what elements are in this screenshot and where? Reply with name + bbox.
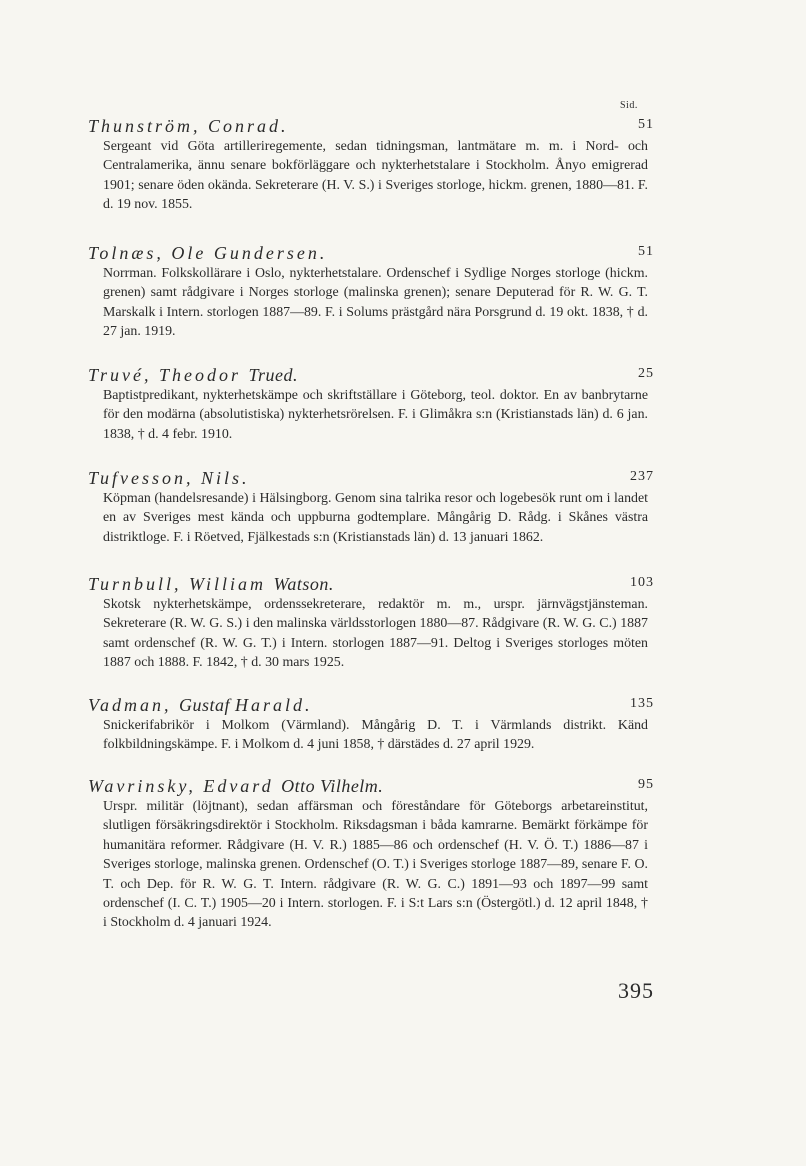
entry-name: [88, 467, 650, 489]
page-reference: 25: [638, 366, 654, 381]
entry-text: Köpman (handelsresande) i Hälsingborg. Genom sina talrika resor och logebesök runt om i landet en av Sveriges mest kända och uppburna godtemplare. Mångårig D. Rådg. i Skånes västra distriktloge. F. i Röetved, Fjälkestads s:n (Kristianstads län) d. 13 januari 1862.: [103, 491, 648, 545]
name-text: Truvé, Theodor: [88, 365, 249, 385]
entry-text: Skotsk nykterhetskämpe, ordenssekreterare, redaktör m. m., urspr. järnvägstjänsteman. Sekreterare (R. W. G. S.) i den malinska världsstorlogen 1880—87. Rådgivare (R. W. G. C.) 1887 samt ordenschef (R. W. G. T.) i Intern. storlogen 1887—91. Deltog i Sveriges storloges möten 1887 och 1888. F. 1842, † d. 30 mars 1925.: [103, 597, 648, 671]
page-reference: 237: [630, 469, 654, 484]
register-entry: [88, 775, 654, 933]
page-number: 395: [618, 978, 654, 1003]
name-text: Otto Vilhelm.: [281, 776, 384, 796]
page-reference: 103: [630, 575, 654, 590]
name-text: Harald.: [235, 695, 313, 715]
name-text: Watson.: [273, 574, 334, 594]
entry-text: Baptistpredikant, nykterhetskämpe och skriftställare i Göteborg, teol. doktor. En av banbrytarne för den modärna (absolutistiska) nykterhetsrörelsen. F. i Glimåkra s:n (Kristianstads län) d. 6 jan. 1838, † d. 4 febr. 1910.: [103, 388, 648, 442]
register-entry: [88, 467, 654, 547]
register-entry: [88, 242, 654, 342]
page-reference: 135: [630, 696, 654, 711]
entry-name: [88, 115, 650, 137]
entry-name: [88, 573, 650, 595]
register-entry: [88, 115, 654, 215]
page-reference: 51: [638, 117, 654, 132]
entry-text: Sergeant vid Göta artilleriregemente, sedan tidningsman, lantmätare m. m. i Nord- och Centralamerika, ännu senare bokförläggare och nykterhetstalare i Stockholm. Ånyo emigrerad 1901; senare öden okända. Sekreterare (H. V. S.) i Sveriges storloge, hickm. grenen, 1880—81. F. d. 19 nov. 1855.: [103, 139, 648, 213]
entry-text: Urspr. militär (löjtnant), sedan affärsman och föreståndare för Göteborgs arbetareinstitut, slutligen försäkringsdirektör i Stockholm. Riksdagsman i båda kamrarne. Bemärkt förkämpe för humanitära reformer. Rådgivare (H. V. R.) 1885—86 och ordenschef (H. V. Ö. T.) 1886—87 i Sveriges storloge, malinska grenen. Ordenschef (O. T.) i Sveriges storloge 1887—89, senare F. O. T. och Dep. för R. W. G. T. Intern. rådgivare (R. W. G. C.) 1891—93 och 1897—99 samt ordenschef (I. C. T.) 1905—20 i Intern. storlogen. F. i S:t Lars s:n (Östergötl.) d. 12 april 1848, † i Stockholm d. 4 januari 1924.: [103, 799, 648, 931]
entry-name: [88, 364, 650, 386]
entry-name: [88, 694, 650, 716]
name-text: Thunström, Conrad.: [88, 116, 289, 136]
page-reference: 95: [638, 777, 654, 792]
register-entry: [88, 694, 654, 755]
entry-name: [88, 242, 650, 264]
page-reference: 51: [638, 244, 654, 259]
name-text: Vadman,: [88, 695, 179, 715]
name-text: Tolnæs, Ole Gundersen.: [88, 243, 328, 263]
entry-name: [88, 775, 650, 797]
name-text: Turnbull, William: [88, 574, 274, 594]
sid-label: Sid.: [620, 100, 638, 111]
name-text: Trued.: [248, 365, 299, 385]
name-text: Tufvesson, Nils.: [88, 468, 250, 488]
entry-text: Snickerifabrikör i Molkom (Värmland). Mångårig D. T. i Värmlands distrikt. Känd folkbildningskämpe. F. i Molkom d. 4 juni 1858, † därstädes d. 27 april 1929.: [103, 718, 648, 753]
name-text: Gustaf: [179, 695, 236, 715]
entry-text: Norrman. Folkskollärare i Oslo, nykterhetstalare. Ordenschef i Sydlige Norges storloge (hickm. grenen) samt rådgivare i Norges storloge (malinska grenen); senare Deputerad för R. W. G. T. Marskalk i Intern. storlogen 1887—89. F. i Solums prästgård nära Porsgrund d. 19 okt. 1838, † d. 27 jan. 1919.: [103, 266, 648, 340]
name-text: Wavrinsky, Edvard: [88, 776, 282, 796]
register-entry: [88, 573, 654, 673]
register-entry: [88, 364, 654, 444]
